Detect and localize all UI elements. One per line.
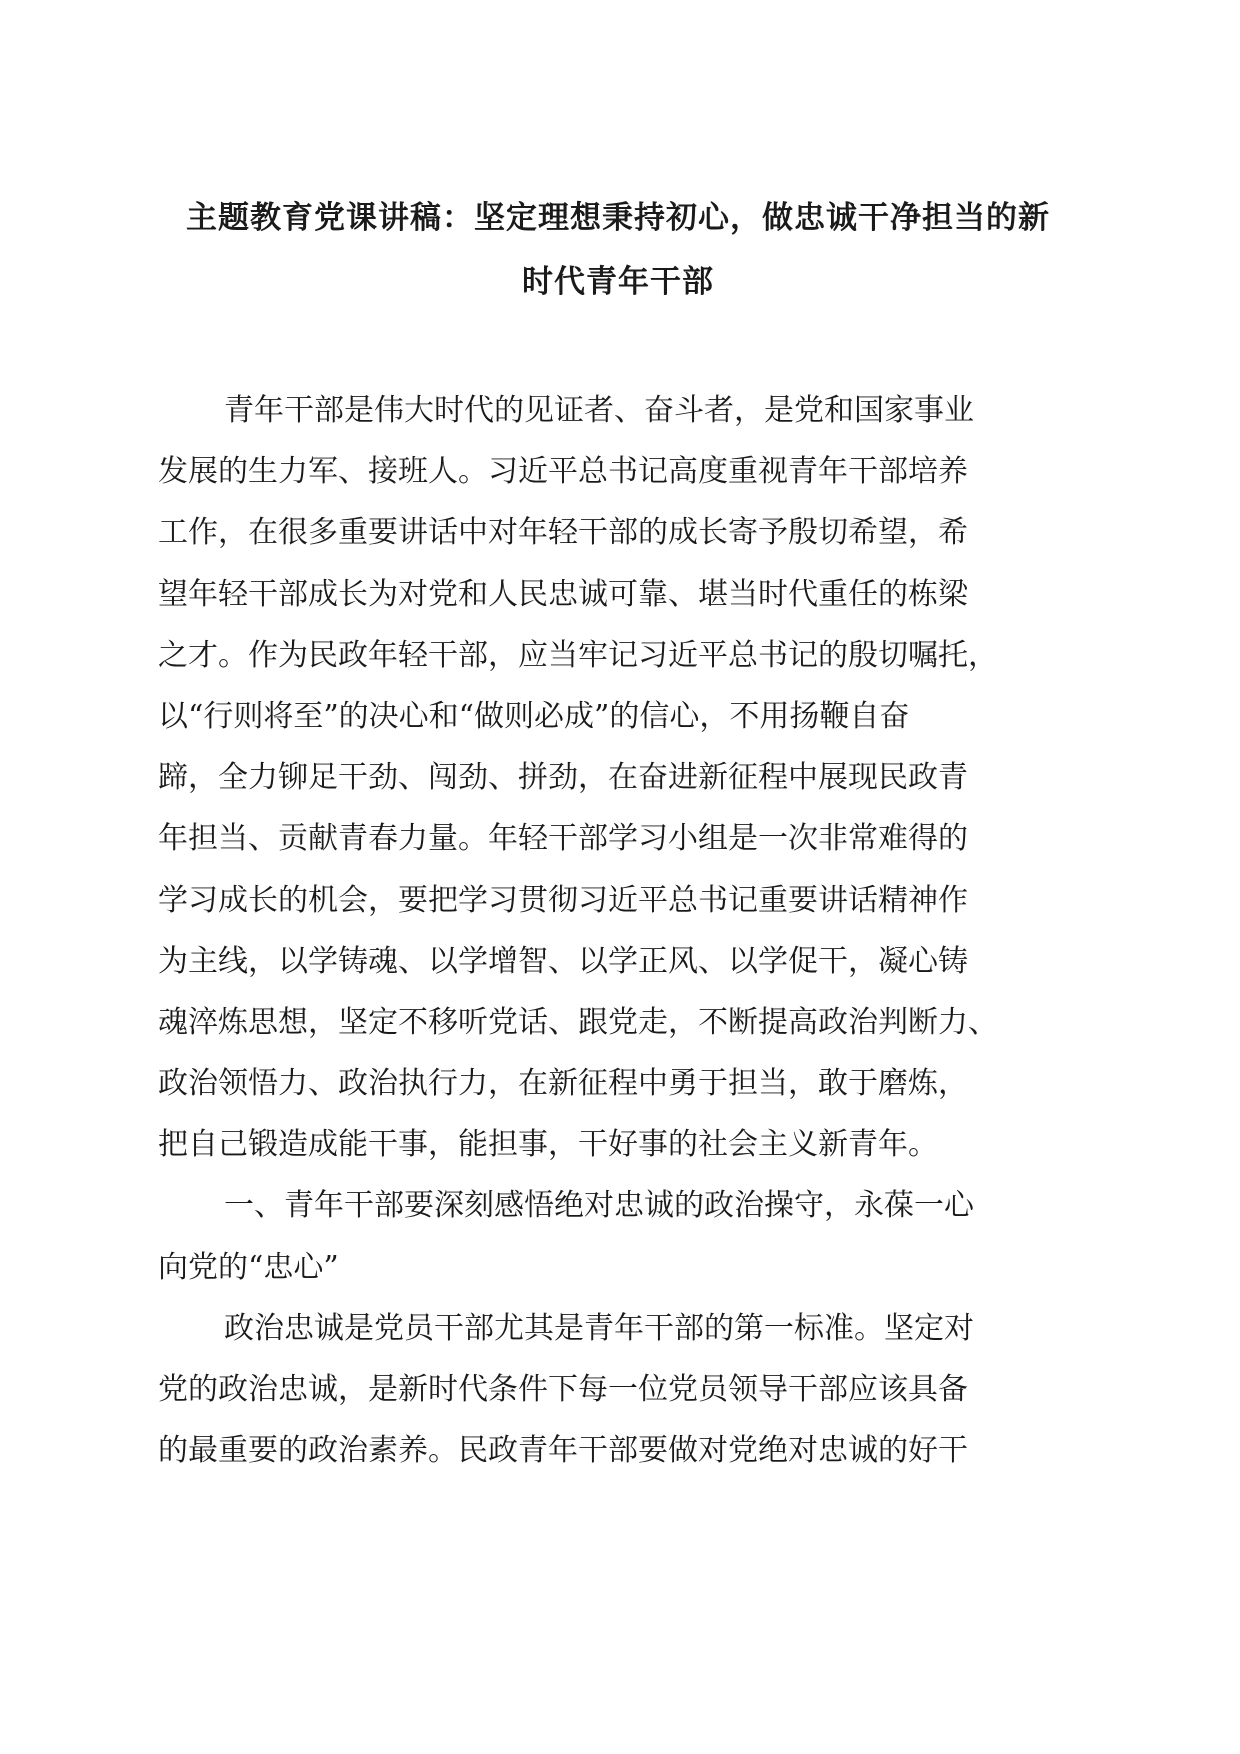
intro-paragraph-line: 望年轻干部成长为对党和人民忠诚可靠、堪当时代重任的栋梁 xyxy=(158,576,968,612)
intro-paragraph-line: 魂淬炼思想，坚定不移听党话、跟党走，不断提高政治判断力、 xyxy=(158,1004,998,1040)
document-body xyxy=(158,380,1098,1481)
intro-paragraph-line: 年担当、贡献青春力量。年轻干部学习小组是一次非常难得的 xyxy=(158,821,968,857)
section-heading-line: 一、青年干部要深刻感悟绝对忠诚的政治操守，永葆一心 xyxy=(224,1188,974,1224)
intro-paragraph-line: 蹄，全力铆足干劲、闯劲、拼劲，在奋进新征程中展现民政青 xyxy=(158,760,968,796)
document-title-line-2: 时代青年干部 xyxy=(522,264,714,300)
intro-paragraph-line: 为主线，以学铸魂、以学增智、以学正风、以学促干，凝心铸 xyxy=(158,943,968,979)
intro-paragraph-line: 以“行则将至”的决心和“做则必成”的信心，不用扬鞭自奋 xyxy=(158,698,910,734)
intro-paragraph-line: 工作，在很多重要讲话中对年轻干部的成长寄予殷切希望，希 xyxy=(158,515,968,551)
intro-paragraph-line: 学习成长的机会，要把学习贯彻习近平总书记重要讲话精神作 xyxy=(158,882,968,918)
section-paragraph-line: 的最重要的政治素养。民政青年干部要做对党绝对忠诚的好干 xyxy=(158,1433,968,1469)
intro-paragraph-line: 把自己锻造成能干事，能担事，干好事的社会主义新青年。 xyxy=(158,1127,938,1163)
intro-paragraph-line: 青年干部是伟大时代的见证者、奋斗者，是党和国家事业 xyxy=(224,393,974,428)
section-paragraph-line: 党的政治忠诚，是新时代条件下每一位党员领导干部应该具备 xyxy=(158,1372,968,1407)
intro-paragraph-line: 政治领悟力、政治执行力，在新征程中勇于担当，敢于磨炼， xyxy=(158,1066,968,1102)
section-paragraph-line: 政治忠诚是党员干部尤其是青年干部的第一标准。坚定对 xyxy=(224,1310,974,1346)
document-title-line-1: 主题教育党课讲稿：坚定理想秉持初心，做忠诚干净担当的新 xyxy=(186,200,1050,236)
section-heading-line: 向党的“忠心” xyxy=(158,1249,339,1285)
intro-paragraph-line: 发展的生力军、接班人。习近平总书记高度重视青年干部培养 xyxy=(158,454,968,490)
intro-paragraph-line: 之才。作为民政年轻干部，应当牢记习近平总书记的殷切嘱托， xyxy=(158,637,998,673)
